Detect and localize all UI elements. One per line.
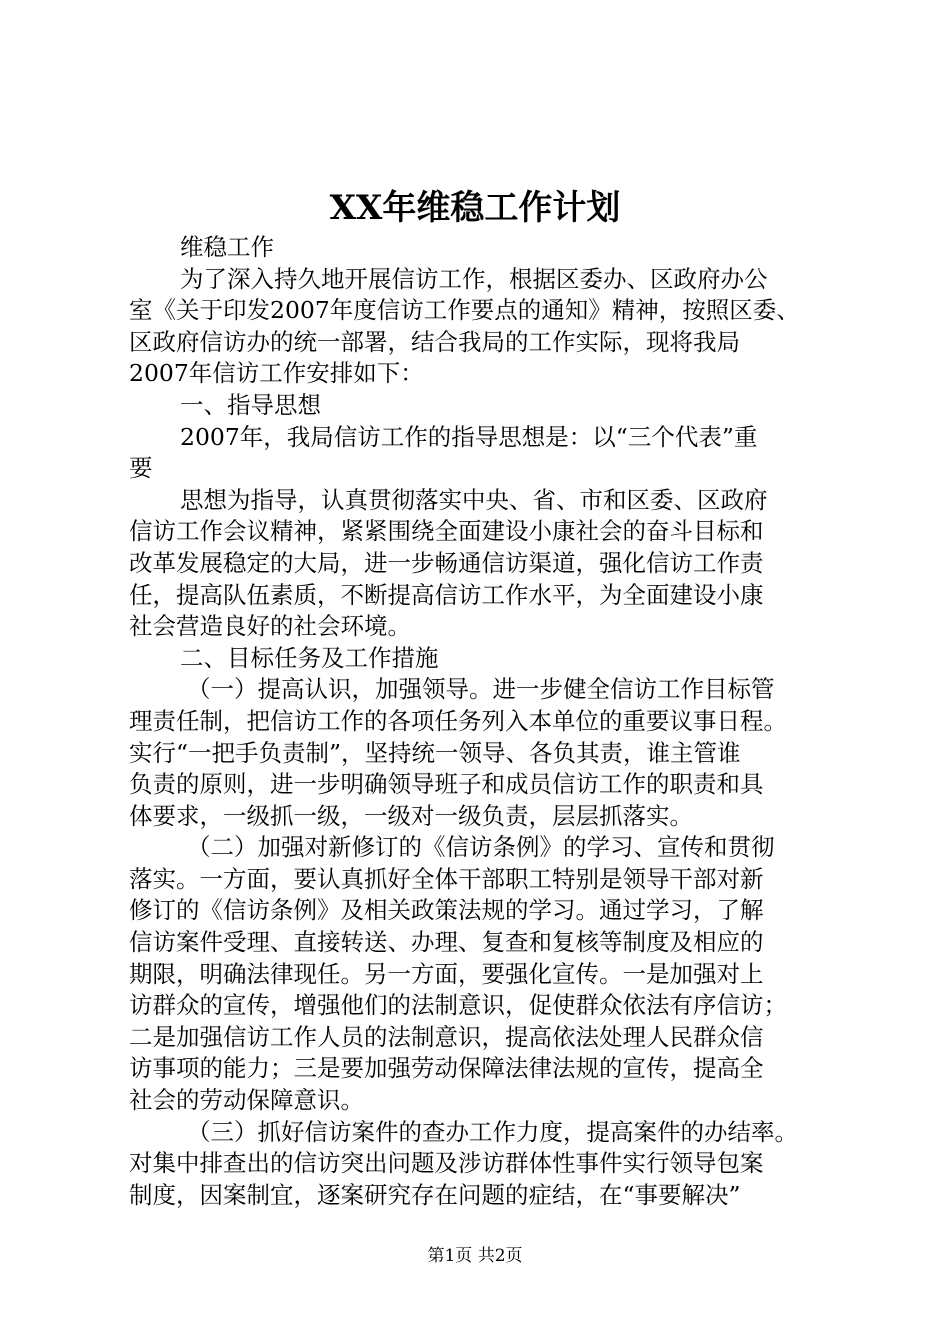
body-line: 修订的《信访条例》及相关政策法规的学习。通过学习，了解	[129, 896, 764, 925]
body-line: 对集中排查出的信访突出问题及涉访群体性事件实行领导包案	[129, 1149, 764, 1178]
body-line: （一）提高认识，加强领导。进一步健全信访工作目标管	[187, 675, 775, 704]
body-line: （二）加强对新修订的《信访条例》的学习、宣传和贯彻	[187, 833, 775, 862]
body-line: 落实。一方面，要认真抓好全体干部职工特别是领导干部对新	[129, 864, 764, 893]
body-line: （三）抓好信访案件的查办工作力度，提高案件的办结率。	[187, 1117, 798, 1146]
body-line: 社会营造良好的社会环境。	[129, 612, 411, 641]
body-line: 制度，因案制宜，逐案研究存在问题的症结，在“事要解决”	[129, 1180, 741, 1209]
body-line: 要	[129, 454, 153, 483]
page-footer: 第1页 共2页	[427, 1246, 523, 1266]
body-line: 区政府信访办的统一部署，结合我局的工作实际，现将我局	[129, 327, 740, 356]
body-line: 体要求，一级抓一级，一级对一级负责，层层抓落实。	[129, 801, 693, 830]
body-line: 访群众的宣传，增强他们的法制意识，促使群众依法有序信访；	[129, 991, 787, 1020]
body-line: 负责的原则，进一步明确领导班子和成员信访工作的职责和具	[129, 770, 764, 799]
body-line: 维稳工作	[180, 233, 274, 261]
body-line: 室《关于印发2007年度信访工作要点的通知》精神，按照区委、	[129, 296, 800, 325]
body-line: 思想为指导，认真贯彻落实中央、省、市和区委、区政府	[180, 485, 768, 514]
section-heading: 二、目标任务及工作措施	[180, 643, 439, 672]
body-line: 为了深入持久地开展信访工作，根据区委办、区政府办公	[180, 264, 768, 293]
body-line: 信访案件受理、直接转送、办理、复查和复核等制度及相应的	[129, 928, 764, 957]
body-line: 2007年，我局信访工作的指导思想是：以“三个代表”重	[180, 422, 758, 451]
document-title: XX年维稳工作计划	[329, 188, 621, 228]
body-line: 理责任制，把信访工作的各项任务列入本单位的重要议事日程。	[129, 706, 787, 735]
body-line: 任，提高队伍素质，不断提高信访工作水平，为全面建设小康	[129, 580, 764, 609]
section-heading: 一、指导思想	[180, 390, 321, 419]
body-line: 社会的劳动保障意识。	[129, 1086, 364, 1115]
body-line: 实行“一把手负责制”，坚持统一领导、各负其责，谁主管谁	[129, 738, 741, 767]
document-body	[129, 232, 849, 1211]
body-line: 2007年信访工作安排如下：	[129, 359, 424, 388]
body-line: 信访工作会议精神，紧紧围绕全面建设小康社会的奋斗目标和	[129, 517, 764, 546]
body-line: 访事项的能力；三是要加强劳动保障法律法规的宣传，提高全	[129, 1054, 764, 1083]
body-line: 二是加强信访工作人员的法制意识，提高依法处理人民群众信	[129, 1022, 764, 1051]
body-line: 改革发展稳定的大局，进一步畅通信访渠道，强化信访工作责	[129, 548, 764, 577]
body-line: 期限，明确法律现任。另一方面，要强化宣传。一是加强对上	[129, 959, 764, 988]
